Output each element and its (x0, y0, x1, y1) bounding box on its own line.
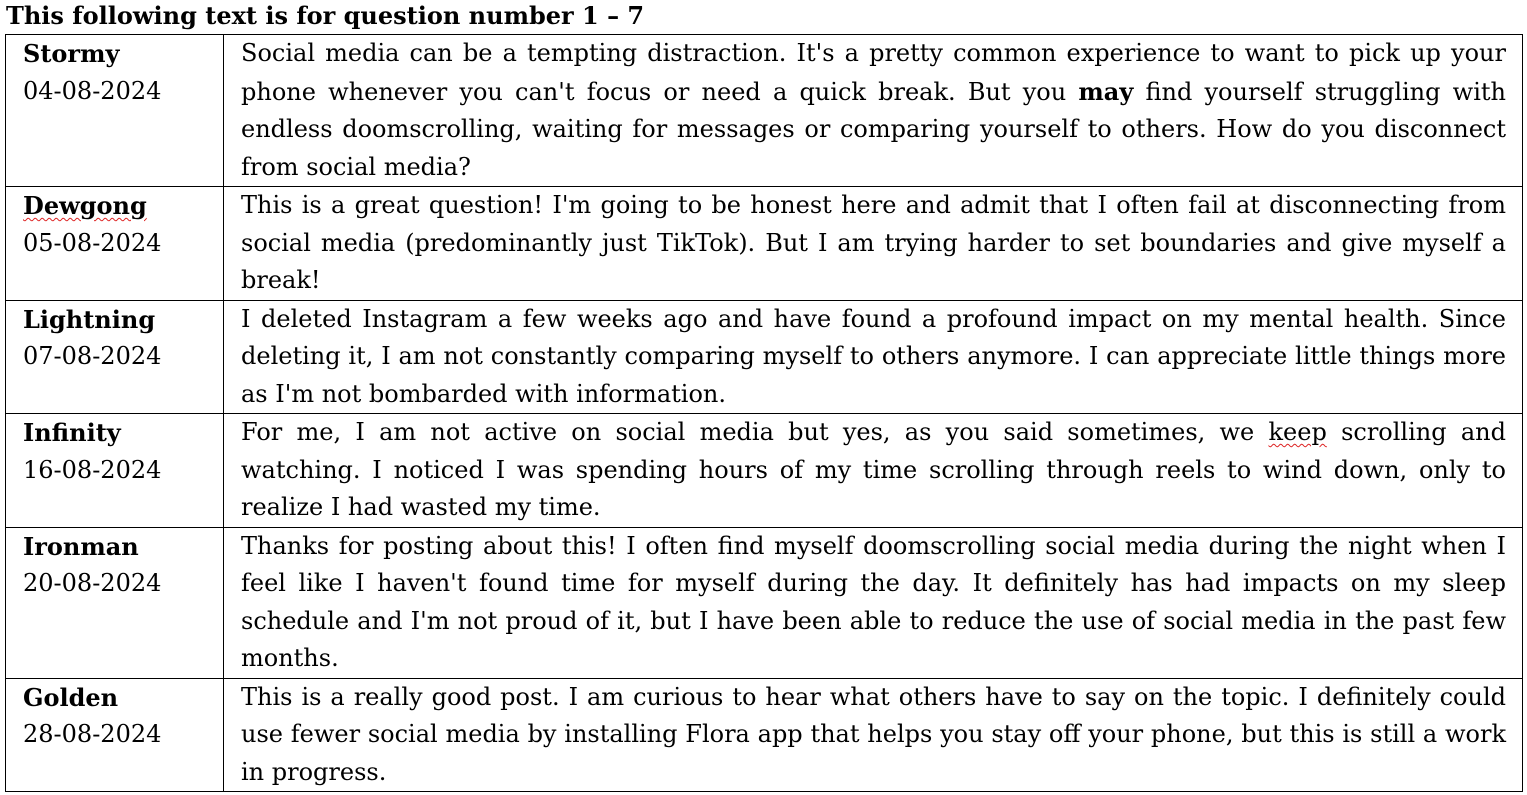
table-row (6, 187, 1523, 301)
post-date: 16-08-2024 (23, 455, 162, 484)
post-text-part: scrolling and watching. I noticed I was spending hours of my time scrolling through reels to wind down, only to realize I had wasted my time. (241, 418, 1506, 521)
post-text-cell (224, 300, 1523, 414)
post-text-cell (224, 187, 1523, 301)
author-cell (6, 678, 224, 792)
post-text: This is a great question! I'm going to be honest here and admit that I often fail at disconnecting from social media (predominantly just TikTok). But I am trying harder to set boundaries and give myself a break! (241, 191, 1506, 294)
table-row (6, 300, 1523, 414)
author-name: Dewgong (23, 191, 147, 220)
table-row (6, 678, 1523, 792)
post-text (241, 35, 1506, 186)
author-name: Golden (23, 682, 119, 712)
post-date: 07-08-2024 (23, 342, 162, 370)
post-date: 05-08-2024 (23, 228, 162, 257)
post-date: 04-08-2024 (23, 76, 162, 105)
post-date: 28-08-2024 (23, 720, 162, 748)
forum-posts-table (5, 34, 1523, 792)
table-row (6, 527, 1523, 678)
post-text (241, 414, 1506, 527)
post-date: 20-08-2024 (23, 569, 162, 597)
post-text-cell (224, 527, 1523, 678)
post-text-cell (224, 35, 1523, 187)
post-text-spellcheck-word: keep (1268, 418, 1327, 446)
post-text: Thanks for posting about this! I often find myself doomscrolling social media during the night when I feel like I haven't found time for myself during the day. It definitely has had impacts on my sleep schedule and I'm not proud of it, but I have been able to reduce the use of social media in the past few months. (241, 531, 1506, 672)
post-text-part: For me, I am not active on social media but yes, as you said sometimes, we (241, 418, 1269, 446)
author-name: Stormy (23, 39, 120, 68)
post-text: This is a really good post. I am curious to hear what others have to say on the topic. I definitely could use fewer social media by installing Flora app that helps you stay off your phone, but this is still a work in progress. (241, 682, 1506, 786)
post-text-part: Social media can be a tempting distraction. It's a pretty common experience to want to pick up your phone whenever you can't focus or need a quick break. But you (241, 39, 1506, 106)
author-cell (6, 527, 224, 678)
table-row (6, 414, 1523, 528)
post-text-part: find yourself struggling with endless doomscrolling, waiting for messages or comparing yourself to others. How do you disconnect from social media? (241, 77, 1506, 181)
post-text: I deleted Instagram a few weeks ago and have found a profound impact on my mental health. Since deleting it, I am not constantly comparing myself to others anymore. I can appreciate little things more as I'm not bombarded with information. (241, 304, 1506, 408)
post-text-bold: may (1078, 76, 1134, 106)
author-cell (6, 187, 224, 301)
table-row (6, 35, 1523, 187)
post-text-cell (224, 678, 1523, 792)
author-name: Infinity (23, 418, 121, 447)
author-name: Lightning (23, 304, 156, 334)
section-heading: This following text is for question number 1 – 7 (6, 1, 645, 30)
author-name: Ironman (23, 531, 139, 561)
author-cell (6, 35, 224, 187)
author-cell (6, 414, 224, 528)
author-cell (6, 300, 224, 414)
post-text-cell (224, 414, 1523, 528)
